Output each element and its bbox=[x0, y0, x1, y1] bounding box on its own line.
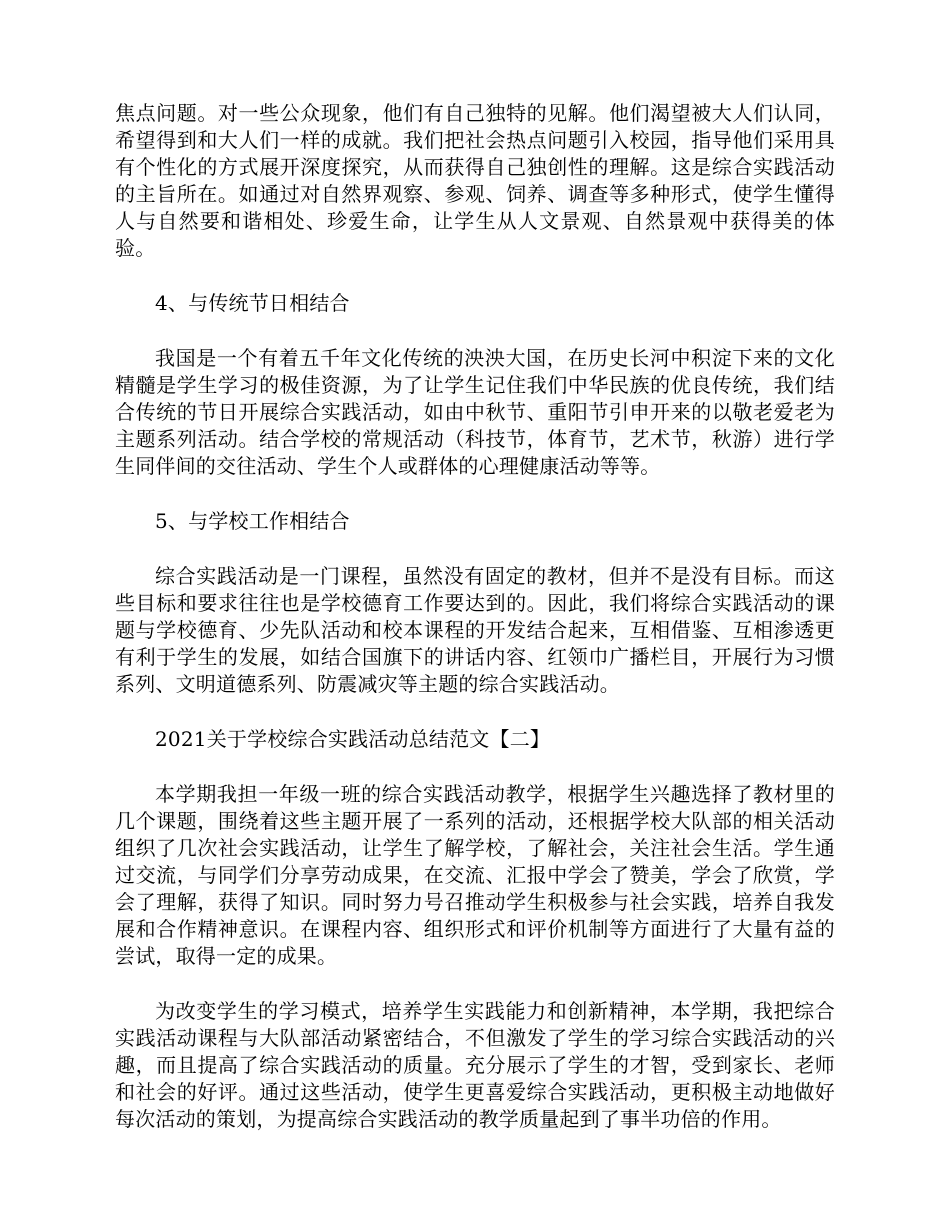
article-title-2: 2021关于学校综合实践活动总结范文【二】 bbox=[155, 727, 551, 751]
document-body bbox=[115, 100, 835, 1161]
paragraph-4: 本学期我担一年级一班的综合实践活动教学，根据学生兴趣选择了教材里的几个课题，围绕着这些主题开展了一系列的活动，还根据学校大队部的相关活动组织了几次社会实践活动，让学生了解学校，了解社会，关注社会生活。学生通过交流，与同学们分享劳动成果，在交流、汇报中学会了赞美，学会了欣赏，学会了理解，获得了知识。同时努力号召推动学生积极参与社会实践，培养自我发展和合作精神意识。在课程内容、组织形式和评价机制等方面进行了大量有益的尝试，取得一定的成果。 bbox=[115, 782, 835, 968]
section-heading-4: 4、与传统节日相结合 bbox=[155, 291, 350, 315]
paragraph-2: 我国是一个有着五千年文化传统的泱泱大国，在历史长河中积淀下来的文化精髓是学生学习的极佳资源，为了让学生记住我们中华民族的优良传统，我们结合传统的节日开展综合实践活动，如由中秋节、重阳节引申开来的以敬老爱老为主题系列活动。结合学校的常规活动（科技节，体育节，艺术节，秋游）进行学生同伴间的交往活动、学生个人或群体的心理健康活动等等。 bbox=[115, 346, 835, 478]
paragraph-5: 为改变学生的学习模式，培养学生实践能力和创新精神，本学期，我把综合实践活动课程与大队部活动紧密结合，不但激发了学生的学习综合实践活动的兴趣，而且提高了综合实践活动的质量。充分展示了学生的才智，受到家长、老师和社会的好评。通过这些活动，使学生更喜爱综合实践活动，更积极主动地做好每次活动的策划，为提高综合实践活动的教学质量起到了事半功倍的作用。 bbox=[115, 999, 835, 1131]
paragraph-1: 焦点问题。对一些公众现象，他们有自己独特的见解。他们渴望被大人们认同，希望得到和大人们一样的成就。我们把社会热点问题引入校园，指导他们采用具有个性化的方式展开深度探究，从而获得自己独创性的理解。这是综合实践活动的主旨所在。如通过对自然界观察、参观、饲养、调查等多种形式，使学生懂得人与自然要和谐相处、珍爱生命，让学生从人文景观、自然景观中获得美的体验。 bbox=[115, 101, 835, 260]
paragraph-3: 综合实践活动是一门课程，虽然没有固定的教材，但并不是没有目标。而这些目标和要求往往也是学校德育工作要达到的。因此，我们将综合实践活动的课题与学校德育、少先队活动和校本课程的开发结合起来，互相借鉴、互相渗透更有利于学生的发展，如结合国旗下的讲话内容、红领巾广播栏目，开展行为习惯系列、文明道德系列、防震减灾等主题的综合实践活动。 bbox=[115, 564, 835, 696]
section-heading-5: 5、与学校工作相结合 bbox=[155, 509, 350, 533]
